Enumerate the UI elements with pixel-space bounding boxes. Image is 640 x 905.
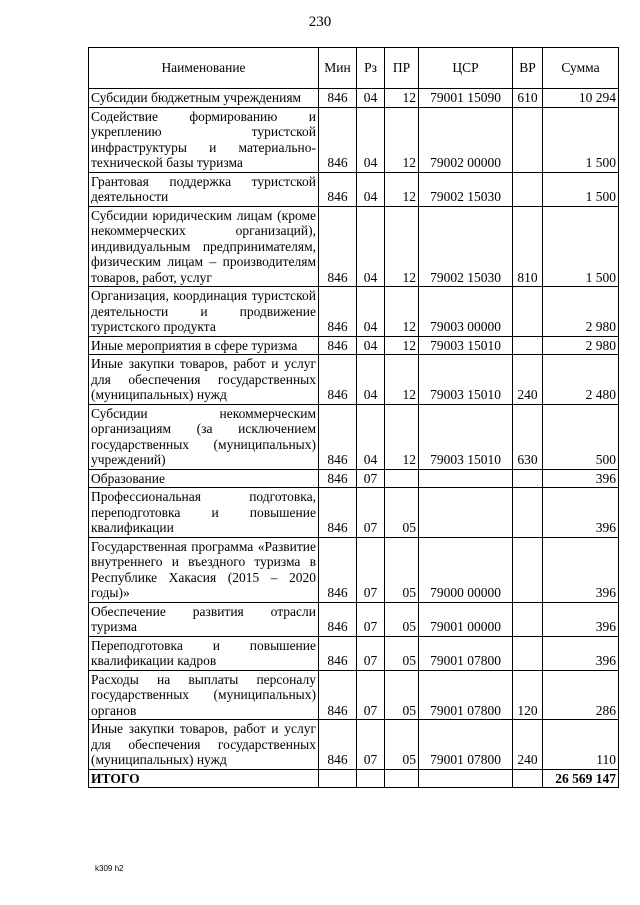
header-rz: Рз [357,48,385,89]
cell-name: Организация, координация туристской деятельности и продвижение туристского продукта [89,287,319,337]
cell-sum: 396 [543,469,619,488]
cell-vr [513,336,543,355]
cell-vr [513,488,543,538]
cell-min: 846 [319,537,357,602]
cell-min: 846 [319,488,357,538]
table-row [89,355,619,405]
total-label: ИТОГО [89,769,319,788]
cell-pr: 05 [385,537,419,602]
cell-sum: 396 [543,602,619,636]
cell-sum: 10 294 [543,89,619,108]
cell-vr [513,172,543,206]
cell-rz: 07 [357,670,385,720]
cell-csr: 79002 00000 [419,107,513,172]
cell-vr: 630 [513,404,543,469]
header-pr: ПР [385,48,419,89]
cell-csr: 79001 07800 [419,636,513,670]
cell-vr: 120 [513,670,543,720]
cell-vr [513,537,543,602]
cell-name: Переподготовка и повышение квалификации кадров [89,636,319,670]
cell-pr: 05 [385,636,419,670]
cell-name: Содействие формированию и укреплению туристской инфраструктуры и материально-технической базы туризма [89,107,319,172]
header-vr: ВР [513,48,543,89]
cell-name: Грантовая поддержка туристской деятельности [89,172,319,206]
cell-pr: 05 [385,488,419,538]
cell-sum: 1 500 [543,206,619,287]
cell-pr [385,469,419,488]
cell-rz: 04 [357,404,385,469]
table-row [89,488,619,538]
cell-sum: 396 [543,636,619,670]
cell-pr: 05 [385,670,419,720]
table-row [89,172,619,206]
cell-rz: 07 [357,469,385,488]
cell-min: 846 [319,287,357,337]
table-row [89,602,619,636]
cell-pr: 05 [385,602,419,636]
cell-csr: 79001 00000 [419,602,513,636]
cell-name: Иные закупки товаров, работ и услуг для обеспечения государственных (муниципальных) нужд [89,355,319,405]
cell-csr: 79001 07800 [419,720,513,770]
cell-vr: 240 [513,720,543,770]
cell-rz: 04 [357,287,385,337]
cell-min: 846 [319,206,357,287]
table-row [89,206,619,287]
cell-min: 846 [319,670,357,720]
cell-min: 846 [319,172,357,206]
cell-csr: 79001 15090 [419,89,513,108]
cell-pr: 12 [385,107,419,172]
cell-name: Субсидии некоммерческим организациям (за исключением государственных (муниципальных) учреждений) [89,404,319,469]
cell-name: Образование [89,469,319,488]
page-number: 230 [308,14,332,30]
cell-rz: 07 [357,602,385,636]
cell-name: Иные закупки товаров, работ и услуг для обеспечения государственных (муниципальных) нужд [89,720,319,770]
table-row [89,720,619,770]
cell-sum: 2 980 [543,336,619,355]
cell-pr: 12 [385,404,419,469]
total-row [89,769,619,788]
cell-csr: 79003 15010 [419,404,513,469]
cell-name: Государственная программа «Развитие внутреннего и въездного туризма в Республике Хакасия (2015 – 2020 годы)» [89,537,319,602]
budget-table [88,47,619,788]
cell-min: 846 [319,107,357,172]
cell-min: 846 [319,720,357,770]
cell-csr: 79003 15010 [419,336,513,355]
cell-pr: 05 [385,720,419,770]
cell-csr: 79002 15030 [419,206,513,287]
cell-min: 846 [319,89,357,108]
header-sum: Сумма [543,48,619,89]
cell-min: 846 [319,469,357,488]
cell-name: Расходы на выплаты персоналу государственных (муниципальных) органов [89,670,319,720]
table-row [89,670,619,720]
cell-sum: 2 980 [543,287,619,337]
header-name: Наименование [89,48,319,89]
cell-sum: 2 480 [543,355,619,405]
table-row [89,636,619,670]
cell-min: 846 [319,404,357,469]
cell-name: Субсидии юридическим лицам (кроме некоммерческих организаций), индивидуальным предпринимателям, физическим лицам – производителям товаров, работ, услуг [89,206,319,287]
cell-name: Обеспечение развития отрасли туризма [89,602,319,636]
cell-min: 846 [319,602,357,636]
cell-pr: 12 [385,206,419,287]
cell-name: Субсидии бюджетным учреждениям [89,89,319,108]
cell-rz: 07 [357,636,385,670]
cell-min: 846 [319,636,357,670]
cell-vr [513,469,543,488]
cell-rz: 04 [357,206,385,287]
cell-csr: 79001 07800 [419,670,513,720]
cell-rz: 04 [357,355,385,405]
table-row [89,404,619,469]
table-row [89,537,619,602]
cell-rz: 07 [357,537,385,602]
footer-code: k309 h2 [95,864,124,873]
cell-vr: 240 [513,355,543,405]
cell-rz: 04 [357,89,385,108]
cell-vr: 810 [513,206,543,287]
table-row [89,107,619,172]
total-sum: 26 569 147 [543,769,619,788]
cell-vr [513,636,543,670]
cell-min: 846 [319,355,357,405]
cell-rz: 04 [357,172,385,206]
cell-pr: 12 [385,336,419,355]
cell-vr: 610 [513,89,543,108]
cell-rz: 07 [357,488,385,538]
cell-sum: 110 [543,720,619,770]
cell-rz: 04 [357,336,385,355]
cell-csr [419,469,513,488]
table-row [89,469,619,488]
table-row [89,287,619,337]
cell-pr: 12 [385,287,419,337]
cell-name: Профессиональная подготовка, переподготовка и повышение квалификации [89,488,319,538]
header-min: Мин [319,48,357,89]
cell-sum: 1 500 [543,107,619,172]
cell-sum: 396 [543,537,619,602]
cell-rz: 04 [357,107,385,172]
table-row [89,336,619,355]
table-row [89,89,619,108]
cell-sum: 396 [543,488,619,538]
cell-rz: 07 [357,720,385,770]
cell-min: 846 [319,336,357,355]
header-csr: ЦСР [419,48,513,89]
cell-sum: 500 [543,404,619,469]
cell-vr [513,602,543,636]
cell-csr [419,488,513,538]
cell-name: Иные мероприятия в сфере туризма [89,336,319,355]
cell-vr [513,107,543,172]
cell-vr [513,287,543,337]
table-header-row [89,48,619,89]
cell-sum: 286 [543,670,619,720]
cell-pr: 12 [385,89,419,108]
cell-sum: 1 500 [543,172,619,206]
cell-pr: 12 [385,172,419,206]
cell-csr: 79002 15030 [419,172,513,206]
cell-csr: 79000 00000 [419,537,513,602]
cell-csr: 79003 15010 [419,355,513,405]
cell-pr: 12 [385,355,419,405]
cell-csr: 79003 00000 [419,287,513,337]
